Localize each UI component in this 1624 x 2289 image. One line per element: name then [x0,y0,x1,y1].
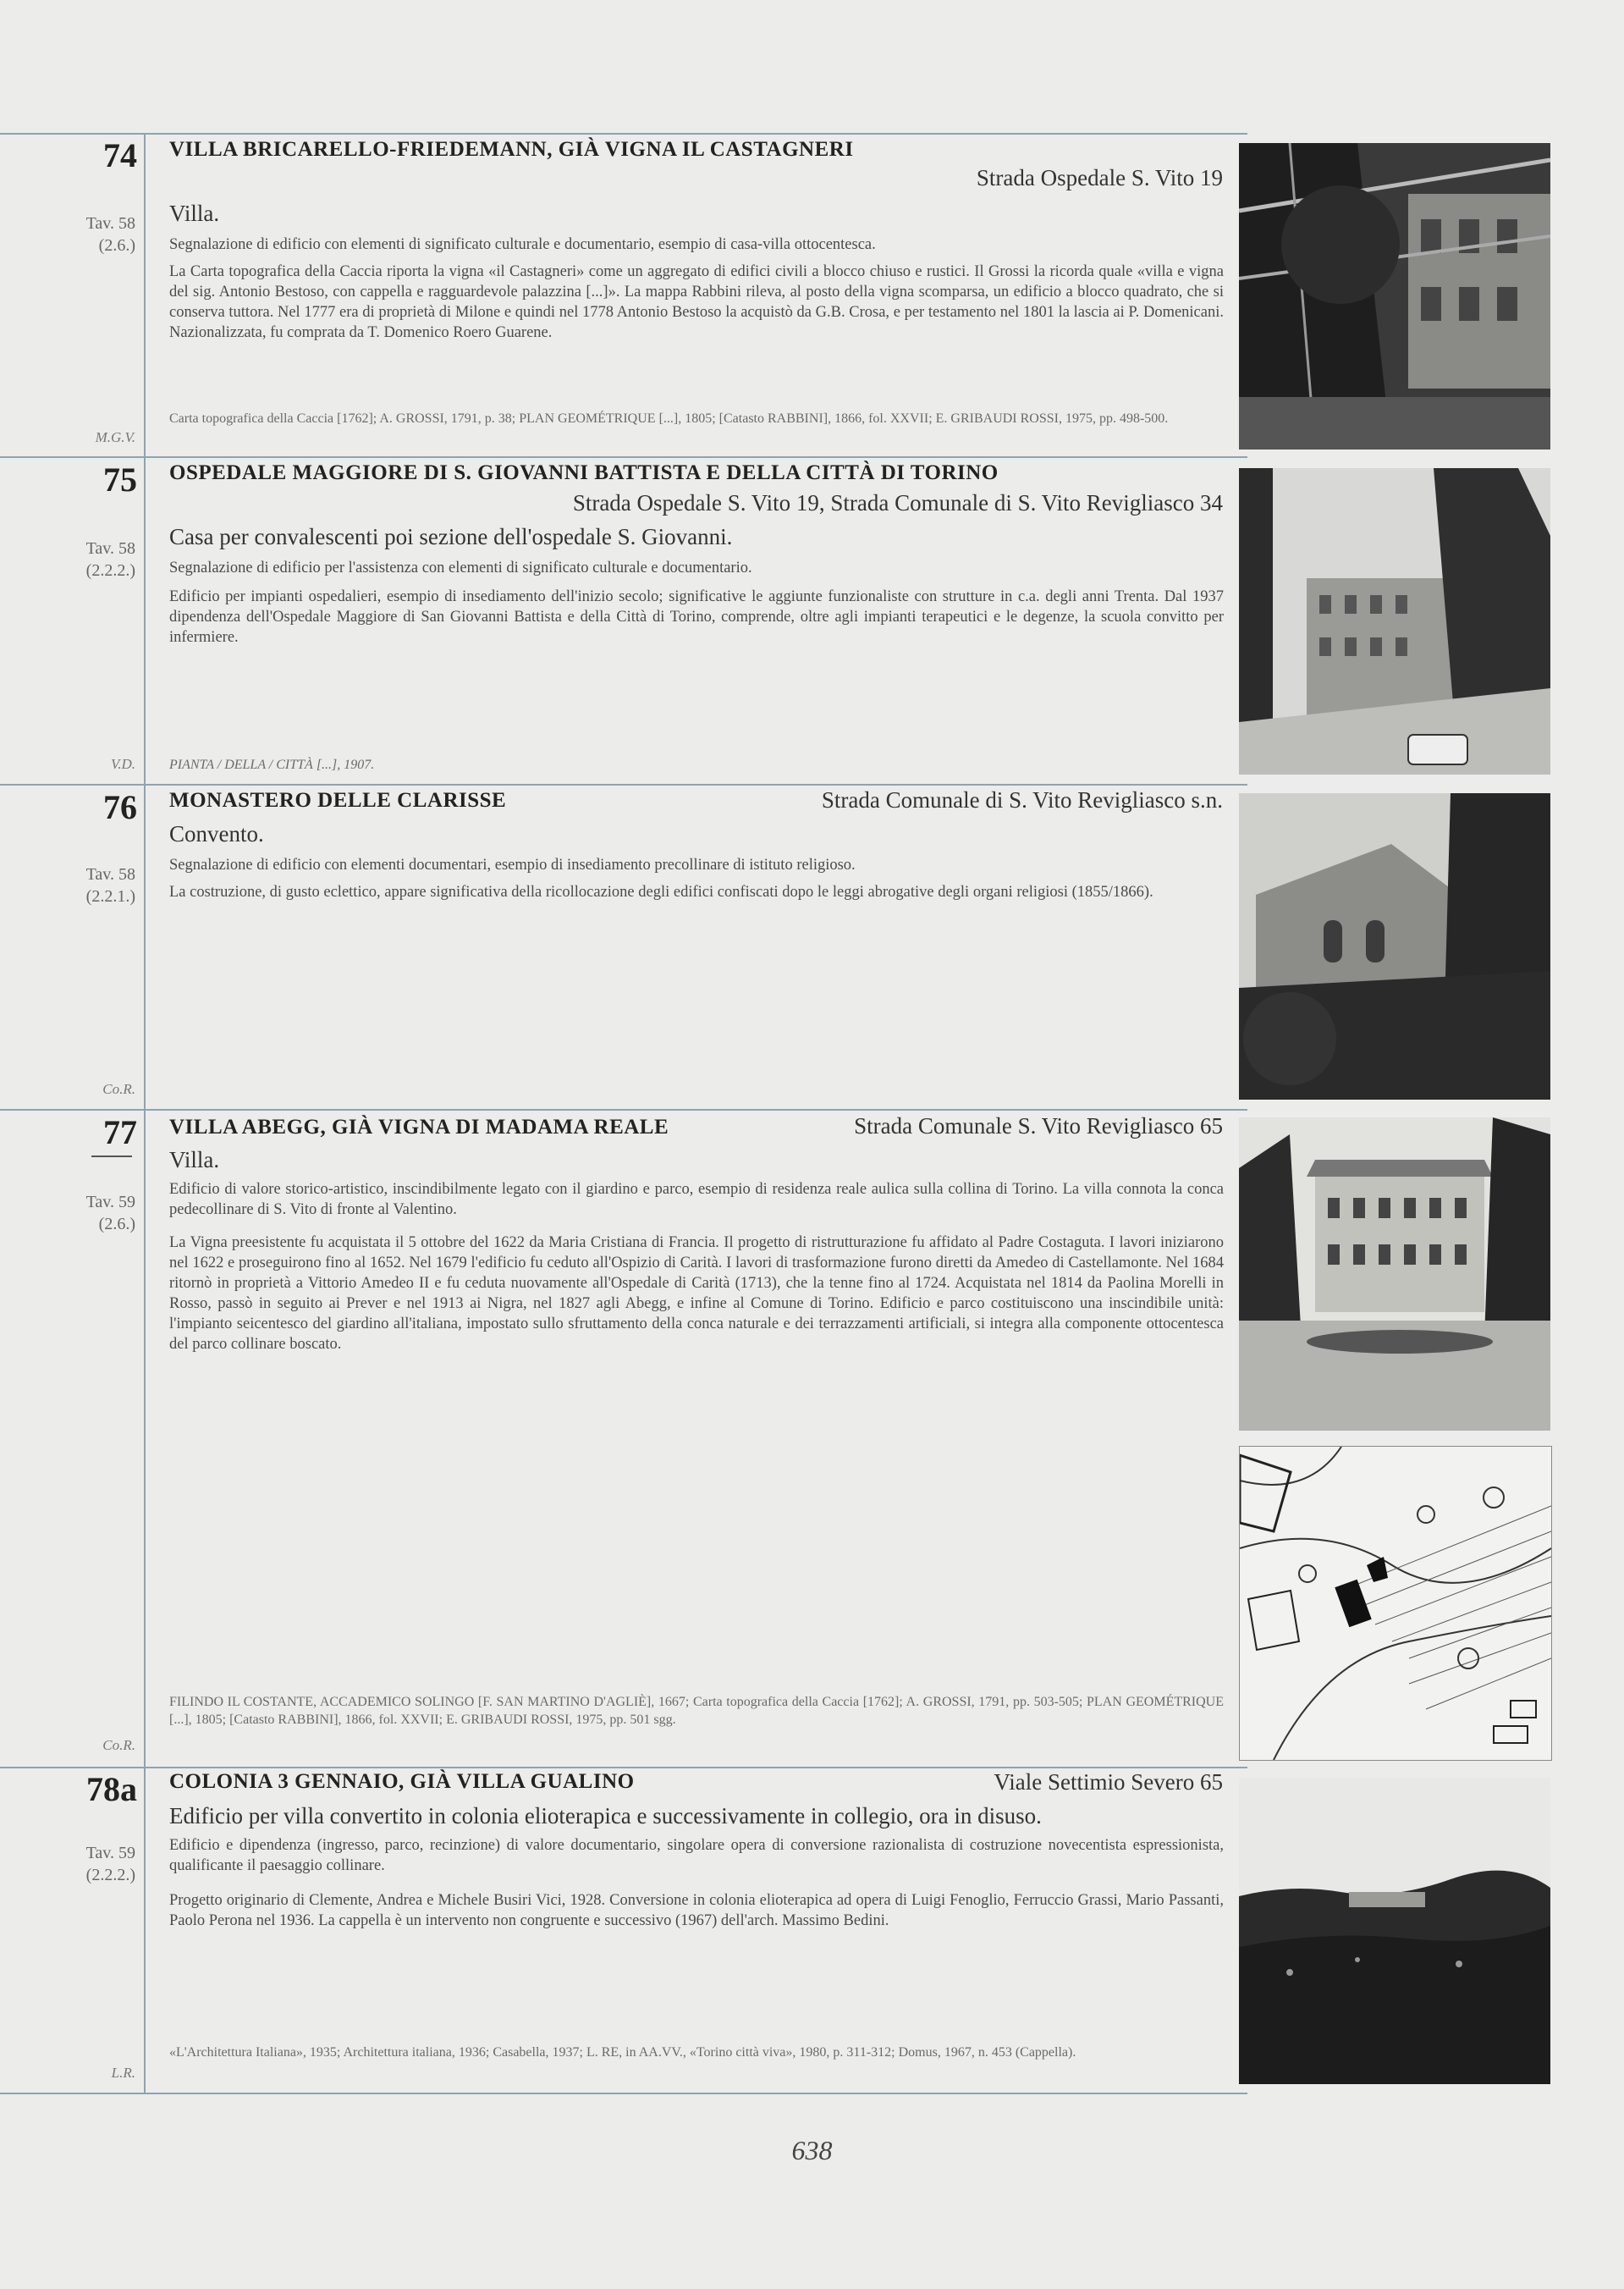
entry-address: Strada Ospedale S. Vito 19, Strada Comunale di S. Vito Revigliasco 34 [572,490,1223,516]
photo-colonia-image [1239,1778,1550,2084]
entry-type: Convento. [169,821,264,847]
entry-title: COLONIA 3 GENNAIO, GIÀ VILLA GUALINO [169,1770,635,1793]
photo-villa-abegg-image [1239,1117,1550,1431]
classification-code: (2.2.2.) [85,561,135,580]
entry-paragraph: La costruzione, di gusto eclettico, appare significativa della ricollocazione degli edifici confiscati dopo le leggi abrogative degli organi religiosi (1855/1866). [169,884,1153,901]
entry-separator [0,1109,1247,1111]
map-villa-abegg-image [1240,1447,1551,1760]
photo-villa-bricarello [1239,143,1550,450]
photo-monastero [1239,793,1550,1100]
photo-monastero-image [1239,793,1550,1100]
page-number: 638 [791,2135,833,2165]
entry-paragraph: La Vigna preesistente fu acquistata il 5 ottobre del 1622 da Maria Cristiana di Francia. Il progetto di ristrutturazione fu affidato al Padre Costaguta. I lavori iniziarono nel 1622 e proseguirono fino al 1652. Nel 1679 l'edificio fu ceduto all'Ospizio di Carità. I lavori di trasformazione furono diretti da Amedeo di Castellamonte. Nel 1684 ritornò in proprietà a Vittorio Amedeo II e fu ceduta nuovamente all'Ospedale di Carità (1713), che la tenne fino al 1724. Acquistata nel 1814 da Paolina Morelli in Rosso, passò in seguito ai Prever e nel 1913 ai Nigra, nel 1827 agli Abegg, e infine al Comune di Torino. Edificio e parco costituiscono una inscindibile unità: l'impianto seicentesco del giardino all'italiana, impostato sullo sfruttamento della conca naturale e dei terrazzamenti artificiali, si integra alla componente ottocentesca del parco collinare boscato. [169,1234,1224,1353]
top-rule [0,133,1247,135]
entry-address: Strada Comunale di S. Vito Revigliasco s.n. [821,787,1223,813]
entry-number: 76 [103,788,137,826]
classification-code: (2.6.) [98,1215,135,1233]
tav-reference: Tav. 58 [85,865,135,884]
photo-colonia [1239,1778,1550,2084]
author-initials: M.G.V. [95,429,135,445]
entry-title: OSPEDALE MAGGIORE DI S. GIOVANNI BATTISTA E DELLA CITTÀ DI TORINO [169,461,999,484]
entry-paragraph: Segnalazione di edificio con elementi documentari, esempio di insediamento precollinare di istituto religioso. [169,857,856,874]
entry-paragraph: Segnalazione di edificio con elementi di significato culturale e documentario, esempio di casa-villa ottocentesca. [169,236,876,253]
entry-paragraph: Edificio per impianti ospedalieri, esempio di insediamento dell'inizio secolo; significative le aggiunte funzionaliste con strutture in c.a. degli anni Trenta. Dal 1937 dipendenza dell'Ospedale Maggiore di San Giovanni Battista e della Città di Torino, comprende, oltre agli impianti terapeutici e le degenze, la scuola convitto per infermiere. [169,588,1224,646]
entry-address: Viale Settimio Severo 65 [994,1769,1223,1795]
entry-paragraph: Edificio e dipendenza (ingresso, parco, recinzione) di valore documentario, singolare opera di conversione razionalista di costruzione novecentista espressionista, qualificante il paesaggio collinare. [169,1837,1224,1874]
entry-number: 74 [103,136,137,174]
entry-address: Strada Ospedale S. Vito 19 [976,165,1223,190]
author-initials: V.D. [111,756,135,772]
entry-references: FILINDO IL COSTANTE, ACCADEMICO SOLINGO [F. SAN MARTINO D'AGLIÈ], 1667; Carta topografica della Caccia [1762]; A. GROSSI, 1791, pp. 503-505; PLAN GEOMÉTRIQUE [...], 1805; [Catasto RABBINI], 1866, fol. XXVII; E. GRIBAUDI ROSSI, 1975, pp. 501 sgg. [169,1695,1224,1727]
entry-references: PIANTA / DELLA / CITTÀ [...], 1907. [169,758,375,772]
entry-separator [0,784,1247,786]
tav-reference: Tav. 59 [85,1193,135,1211]
entry-title: MONASTERO DELLE CLARISSE [169,789,507,812]
entry-separator [0,1767,1247,1768]
entry-title: VILLA ABEGG, GIÀ VIGNA DI MADAMA REALE [169,1116,669,1139]
entry-paragraph: Progetto originario di Clemente, Andrea e Michele Busiri Vici, 1928. Conversione in colonia elioterapica ad opera di Luigi Fenoglio, Ferruccio Grassi, Mario Passanti, Paolo Perona nel 1936. La cappella è un intervento non congruente e successivo (1967) dell'arch. Massimo Bedini. [169,1892,1224,1929]
entry-paragraph: Edificio di valore storico-artistico, inscindibilmente legato con il giardino e parco, esempio di residenza reale aulica sulla collina di Torino. La villa connota la conca pedecollinare di S. Vito di fronte al Valentino. [169,1181,1224,1218]
entry-type: Villa. [169,1147,220,1172]
classification-code: (2.2.2.) [85,1866,135,1884]
entry-paragraph: Segnalazione di edificio per l'assistenza con elementi di significato culturale e documentario. [169,560,752,576]
photo-ospedale-image [1239,468,1550,775]
author-initials: Co.R. [102,1737,135,1753]
entry-type: Edificio per villa convertito in colonia elioterapica e successivamente in collegio, ora in disuso. [169,1803,1042,1828]
entry-references: «L'Architettura Italiana», 1935; Architettura italiana, 1936; Casabella, 1937; L. RE, in AA.VV., «Torino città viva», 1980, p. 311-312; Domus, 1967, n. 453 (Cappella). [169,2045,1076,2060]
classification-code: (2.2.1.) [85,887,135,906]
tav-reference: Tav. 58 [85,214,135,233]
tav-reference: Tav. 59 [85,1844,135,1862]
entry-address: Strada Comunale S. Vito Revigliasco 65 [854,1113,1223,1139]
entry-type: Casa per convalescenti poi sezione dell'ospedale S. Giovanni. [169,524,733,549]
photo-villa-abegg [1239,1117,1550,1431]
left-margin-rule [144,133,146,2093]
tav-reference: Tav. 58 [85,539,135,558]
number-underline [91,1156,132,1157]
author-initials: Co.R. [102,1081,135,1097]
entry-number: 77 [103,1113,137,1151]
entry-separator [0,456,1247,458]
photo-ospedale [1239,468,1550,775]
bottom-rule [0,2093,1247,2094]
map-villa-abegg [1239,1446,1552,1761]
author-initials: L.R. [111,2065,135,2081]
classification-code: (2.6.) [98,236,135,255]
entry-references: Carta topografica della Caccia [1762]; A. GROSSI, 1791, p. 38; PLAN GEOMÉTRIQUE [...], 1805; [Catasto RABBINI], 1866, fol. XXVII; E. GRIBAUDI ROSSI, 1975, pp. 498-500. [169,411,1169,426]
entry-title: VILLA BRICARELLO-FRIEDEMANN, GIÀ VIGNA IL CASTAGNERI [169,138,854,161]
entry-number: 78a [86,1770,137,1808]
entry-number: 75 [103,461,137,499]
photo-villa-bricarello-image [1239,143,1550,450]
entry-type: Villa. [169,201,220,226]
entry-paragraph: La Carta topografica della Caccia riporta la vigna «il Castagneri» come un aggregato di edifici civili a blocco chiuso e rustici. Il Grossi la ricorda quale «villa e vigna del sig. Antonio Bestoso, con cappella e ragguardevole palazzina [...]». La mappa Rabbini rileva, al posto della vigna scomparsa, un edificio a blocco quadrato, che si conserva tuttora. Nel 1777 era di proprietà di Milone e quindi nel 1778 Antonio Bestoso la acquistò da G.B. Crosa, e per testamento nel 1801 la lascia ai P. Domenicani. Nazionalizzata, fu comprata da T. Domenico Roero Guarene. [169,263,1224,341]
